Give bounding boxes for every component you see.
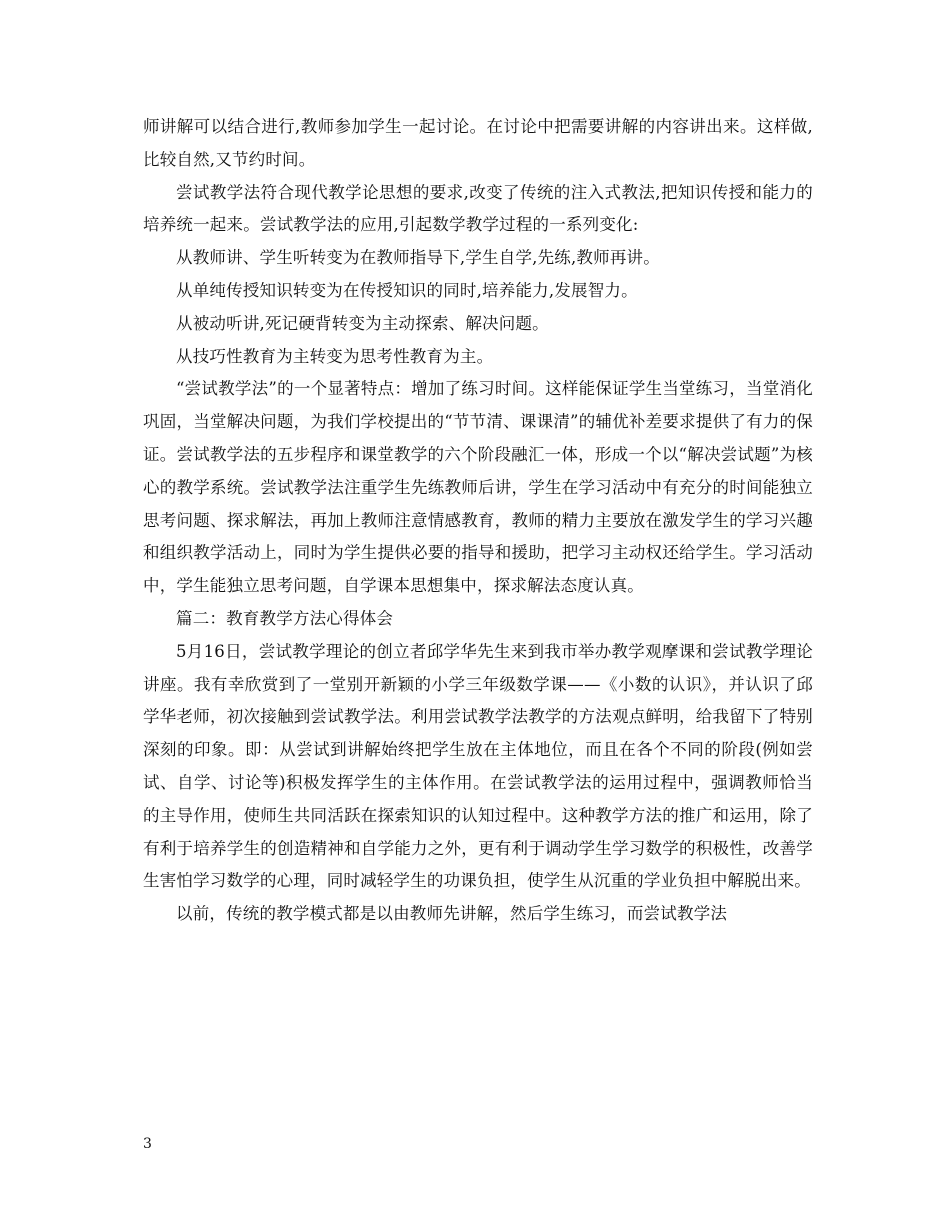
document-body bbox=[143, 111, 813, 931]
paragraph-change-2: 从单纯传授知识转变为在传授知识的同时,培养能力,发展智力。 bbox=[176, 280, 638, 300]
paragraph-feature: “尝试教学法”的一个显著特点：增加了练习时间。这样能保证学生当堂练习，当堂消化巩固，当堂解决问题，为我们学校提出的“节节清、课课清”的辅优补差要求提供了有力的保证。尝试教学法的五步程序和课堂教学的六个阶段融汇一体，形成一个以“解决尝试题”为核心的教学系统。尝试教学法注重学生先练教师后讲，学生在学习活动中有充分的时间能独立思考问题、探求解法，再加上教师注意情感教育，教师的精力主要放在激发学生的学习兴趣和组织教学活动上，同时为学生提供必要的指导和援助，把学习主动权还给学生。学习活动中，学生能独立思考问题，自学课本思想集中，探求解法态度认真。 bbox=[143, 379, 813, 596]
paragraph-may-16: 5月16日，尝试教学理论的创立者邱学华先生来到我市举办教学观摩课和尝试教学理论讲座。我有幸欣赏到了一堂别开新颖的小学三年级数学课——《小数的认识》，并认识了邱学华老师，初次接触到尝试教学法。利用尝试教学法教学的方法观点鲜明，给我留下了特别深刻的印象。即：从尝试到讲解始终把学生放在主体地位，而且在各个不同的阶段(例如尝试、自学、讨论等)积极发挥学生的主体作用。在尝试教学法的运用过程中，强调教师恰当的主导作用，使师生共同活跃在探索知识的认知过程中。这种教学方法的推广和运用，除了有利于培养学生的创造精神和自学能力之外，更有利于调动学生学习数学的积极性，改善学生害怕学习数学的心理，同时减轻学生的功课负担，使学生从沉重的学业负担中解脱出来。 bbox=[143, 641, 813, 891]
paragraph-previously: 以前，传统的教学模式都是以由教师先讲解，然后学生练习，而尝试教学法 bbox=[176, 904, 728, 924]
paragraph-change-3: 从被动听讲,死记硬背转变为主动探索、解决问题。 bbox=[176, 313, 549, 333]
section-heading: 篇二：教育教学方法心得体会 bbox=[176, 608, 394, 628]
paragraph-continuation: 师讲解可以结合进行,教师参加学生一起讨论。在讨论中把需要讲解的内容讲出来。这样做,比较自然,又节约时间。 bbox=[143, 117, 813, 169]
paragraph-change-4: 从技巧性教育为主转变为思考性教育为主。 bbox=[176, 346, 494, 366]
paragraph-change-1: 从教师讲、学生听转变为在教师指导下,学生自学,先练,教师再讲。 bbox=[176, 248, 660, 268]
page-number: 3 bbox=[143, 1136, 152, 1152]
paragraph-method-requirements: 尝试教学法符合现代教学论思想的要求,改变了传统的注入式教法,把知识传授和能力的培养统一起来。尝试教学法的应用,引起数学教学过程的一系列变化: bbox=[143, 182, 813, 235]
